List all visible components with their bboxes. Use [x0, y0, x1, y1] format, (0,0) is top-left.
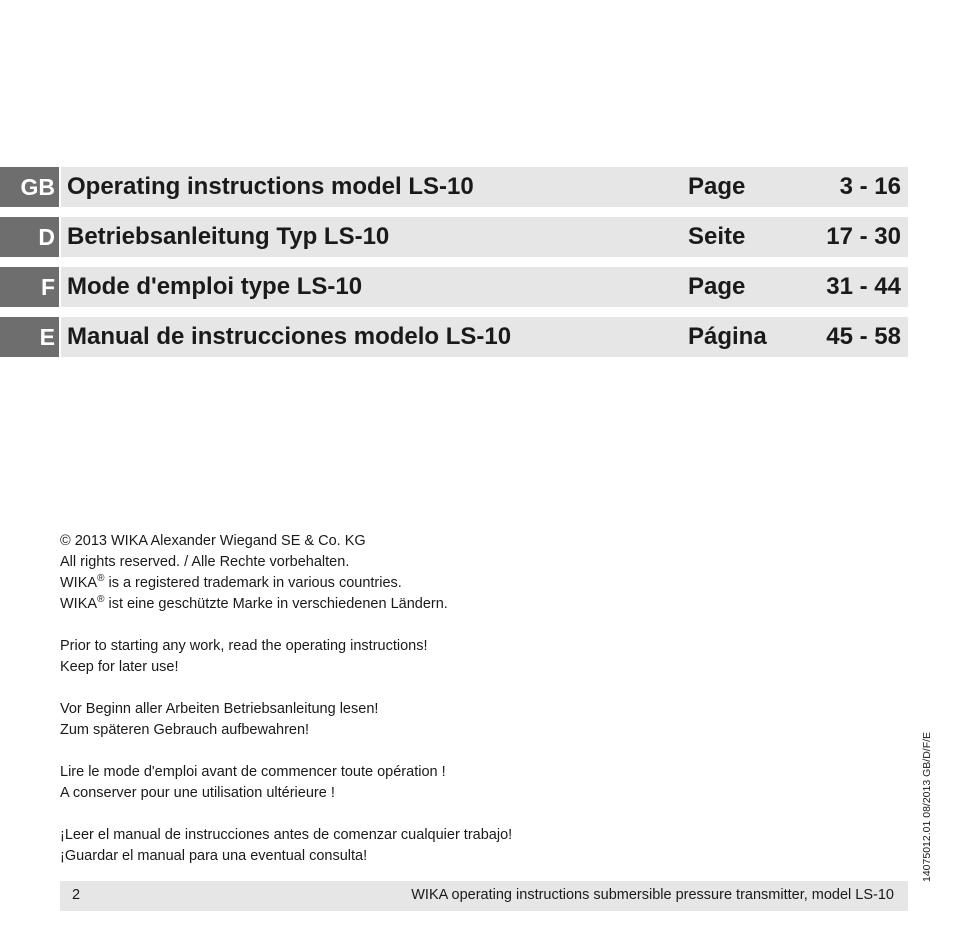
brand-name: WIKA	[60, 575, 98, 591]
notice-de-1: Vor Beginn aller Arbeiten Betriebsanleitung lesen!	[60, 701, 379, 717]
page-number: 2	[72, 887, 81, 903]
toc-entry	[61, 167, 908, 207]
toc-page-range: 17 - 30	[826, 223, 901, 250]
toc-title: Mode d'emploi type LS-10	[67, 273, 363, 300]
document-code: 14075012.01 08/2013 GB/D/F/E	[921, 731, 933, 882]
toc-page-range: 3 - 16	[839, 173, 901, 200]
notice-es-1: ¡Leer el manual de instrucciones antes de comenzar cualquier trabajo!	[60, 827, 513, 843]
rights-line: All rights reserved. / Alle Rechte vorbehalten.	[60, 554, 350, 570]
brand-name: WIKA	[60, 596, 98, 612]
toc-page-range: 31 - 44	[826, 273, 901, 300]
toc-entry	[61, 267, 908, 307]
page-footer	[60, 881, 908, 911]
language-code: GB	[0, 167, 59, 207]
language-code: E	[0, 317, 59, 357]
notice-de-2: Zum späteren Gebrauch aufbewahren!	[60, 722, 310, 738]
notice-es-2: ¡Guardar el manual para una eventual consulta!	[60, 848, 368, 864]
footer-title: WIKA operating instructions submersible pressure transmitter, model LS-10	[411, 887, 894, 903]
notice-fr-2: A conserver pour une utilisation ultérieure !	[60, 785, 335, 801]
toc-page-label: Página	[688, 323, 767, 350]
notice-en-2: Keep for later use!	[60, 659, 179, 675]
toc-row-gb	[0, 167, 908, 207]
trademark-text-en: is a registered trademark in various countries.	[104, 575, 402, 591]
toc-title: Manual de instrucciones modelo LS-10	[67, 323, 512, 350]
toc-row-e	[0, 317, 908, 357]
trademark-text-de: ist eine geschützte Marke in verschiedenen Ländern.	[104, 596, 448, 612]
toc-row-f	[0, 267, 908, 307]
registered-mark: ®	[97, 594, 105, 605]
copyright-line: © 2013 WIKA Alexander Wiegand SE & Co. KG	[60, 533, 366, 549]
trademark-line-en	[60, 573, 512, 594]
registered-mark: ®	[97, 573, 105, 584]
notice-en-1: Prior to starting any work, read the operating instructions!	[60, 638, 428, 654]
toc-entry	[61, 217, 908, 257]
toc-entry	[61, 317, 908, 357]
language-code: D	[0, 217, 59, 257]
trademark-line-de	[60, 594, 512, 615]
toc-row-d	[0, 217, 908, 257]
toc-page-label: Page	[688, 173, 746, 200]
toc-title: Operating instructions model LS-10	[67, 173, 474, 200]
toc-page-range: 45 - 58	[826, 323, 901, 350]
legal-notes	[60, 531, 512, 867]
toc-page-label: Seite	[688, 223, 746, 250]
language-code: F	[0, 267, 59, 307]
notice-fr-1: Lire le mode d'emploi avant de commencer toute opération !	[60, 764, 446, 780]
toc-page-label: Page	[688, 273, 746, 300]
toc-title: Betriebsanleitung Typ LS-10	[67, 223, 390, 250]
